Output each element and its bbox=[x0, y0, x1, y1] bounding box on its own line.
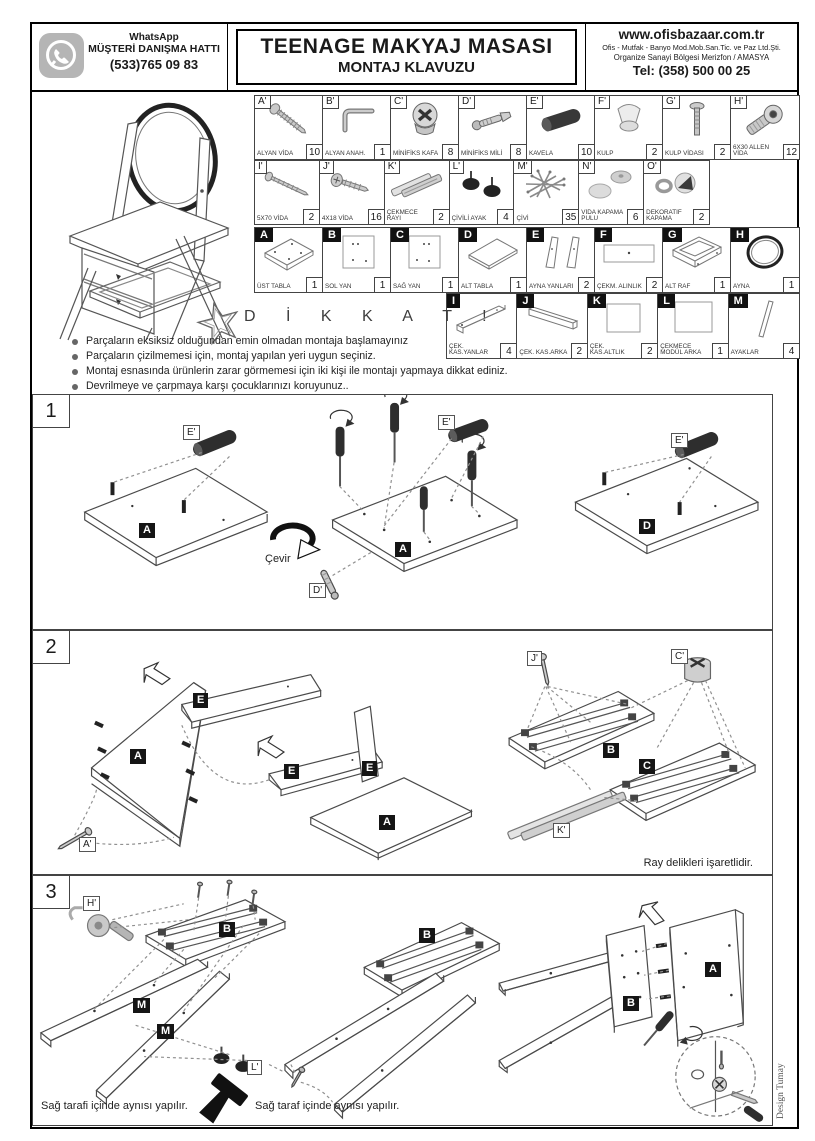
assembly-step-1 bbox=[32, 394, 773, 630]
part-qty: 1 bbox=[510, 277, 526, 292]
part-label-mirror-side: E bbox=[362, 761, 377, 776]
panel-code: I bbox=[447, 294, 460, 308]
part-code: G' bbox=[663, 96, 680, 109]
part-cell-alyan-anahtari bbox=[323, 96, 391, 159]
part-name: MİNİFİKS MİLİ bbox=[461, 150, 503, 158]
bullet-icon bbox=[72, 384, 78, 390]
part-label-bottom-board: D bbox=[639, 519, 655, 534]
part-cell-dekoratif-kapama bbox=[644, 161, 709, 224]
part-cell-vida-kapama-pulu bbox=[579, 161, 644, 224]
part-qty: 10 bbox=[306, 144, 322, 159]
part-cell-cekmece-modul-arka bbox=[658, 294, 728, 358]
part-cell-4x18-vida bbox=[320, 161, 385, 224]
part-qty: 10 bbox=[578, 144, 594, 159]
part-qty: 4 bbox=[783, 343, 799, 358]
part-name: ÇİVİ bbox=[516, 215, 529, 223]
panel-code: M bbox=[729, 294, 748, 308]
part-qty: 2 bbox=[641, 343, 657, 358]
part-cell-minifiks-kafa bbox=[391, 96, 459, 159]
part-qty: 8 bbox=[510, 144, 526, 159]
product-title: TEENAGE MAKYAJ MASASI bbox=[260, 35, 553, 58]
part-label-top-board: A bbox=[130, 749, 146, 764]
step3-caption-middle: Sağ taraf içinde aynısı yapılır. bbox=[255, 1100, 400, 1112]
part-code: K' bbox=[385, 161, 401, 174]
part-name: ÇEKMECE RAYI bbox=[386, 209, 418, 223]
part-cell-ayna bbox=[731, 228, 799, 292]
part-cell-cekmece-alinlik bbox=[595, 228, 663, 292]
part-qty: 1 bbox=[783, 277, 799, 292]
hardware-parts-row1 bbox=[254, 95, 800, 160]
warning-item: Parçaların eksiksiz olduğundan emin olmadan montaja başlamayınız bbox=[86, 335, 409, 347]
part-code: L' bbox=[450, 161, 464, 174]
panel-code: A bbox=[255, 228, 273, 242]
part-qty: 1 bbox=[714, 277, 730, 292]
part-qty: 2 bbox=[578, 277, 594, 292]
bullet-icon bbox=[72, 339, 78, 345]
part-cell-5x70-vida bbox=[255, 161, 320, 224]
part-name: 4X18 VİDA bbox=[321, 215, 354, 223]
rail-note: Ray delikleri işaretlidir. bbox=[643, 857, 753, 869]
part-label-kavela: E' bbox=[183, 425, 200, 440]
panel-code: H bbox=[731, 228, 749, 242]
part-cell-civili-ayak bbox=[450, 161, 515, 224]
part-qty: 1 bbox=[442, 277, 458, 292]
part-code: E' bbox=[527, 96, 543, 109]
part-cell-ayna-yanlari bbox=[527, 228, 595, 292]
part-qty: 2 bbox=[714, 144, 730, 159]
warning-item: Montaj esnasında ürünlerin zarar görmemesi için iki kişi ile montajı yapmaya dikkat ediniz. bbox=[86, 365, 508, 377]
part-label-kavela: E' bbox=[671, 433, 688, 448]
part-cell-alyan-vida bbox=[255, 96, 323, 159]
part-code: A' bbox=[255, 96, 271, 109]
manual-subtitle: MONTAJ KLAVUZU bbox=[338, 59, 475, 76]
hardware-parts-row2 bbox=[254, 160, 710, 225]
part-name: VİDA KAPAMA PULU bbox=[581, 209, 623, 223]
part-name: SAĞ YAN bbox=[393, 283, 421, 291]
warning-title: D İ K K A T ! bbox=[244, 308, 500, 325]
part-cell-ayaklar bbox=[729, 294, 799, 358]
part-qty: 1 bbox=[374, 144, 390, 159]
part-code: N' bbox=[579, 161, 595, 174]
part-qty: 16 bbox=[368, 209, 384, 224]
part-cell-kavela bbox=[527, 96, 595, 159]
part-label-alyan-vida: A' bbox=[79, 837, 96, 852]
part-code: H' bbox=[731, 96, 747, 109]
panel-code: E bbox=[527, 228, 544, 242]
whatsapp-block bbox=[32, 24, 228, 90]
part-cell-sag-yan bbox=[391, 228, 459, 292]
part-qty: 35 bbox=[562, 209, 578, 224]
part-name: KAVELA bbox=[529, 150, 554, 158]
part-label-minifix-bolt: D' bbox=[309, 583, 326, 598]
part-name: ALYAN VİDA bbox=[257, 150, 294, 158]
assembly-step-3 bbox=[32, 875, 773, 1126]
part-qty: 1 bbox=[374, 277, 390, 292]
part-name: ÇEK. KAS.ARKA bbox=[519, 349, 568, 357]
whatsapp-icon bbox=[39, 33, 84, 78]
part-code: C' bbox=[391, 96, 407, 109]
part-cell-sol-yan bbox=[323, 228, 391, 292]
part-qty: 4 bbox=[497, 209, 513, 224]
part-label-left-side: B bbox=[419, 928, 435, 943]
part-code: M' bbox=[514, 161, 531, 174]
hotline-label: MÜŞTERİ DANIŞMA HATTI bbox=[88, 43, 220, 55]
part-label-nail-foot: L' bbox=[247, 1060, 262, 1075]
part-cell-kulp bbox=[595, 96, 663, 159]
part-qty: 8 bbox=[442, 144, 458, 159]
part-label-4x18-vida: J' bbox=[527, 651, 542, 666]
part-name: SOL YAN bbox=[325, 283, 352, 291]
part-label-leg: M bbox=[157, 1024, 174, 1039]
panel-code: L bbox=[658, 294, 675, 308]
assembly-step-2 bbox=[32, 630, 773, 875]
part-code: D' bbox=[459, 96, 475, 109]
title-block bbox=[228, 24, 585, 90]
whatsapp-label: WhatsApp bbox=[129, 32, 179, 43]
part-cell-cekmece-rayi bbox=[385, 161, 450, 224]
part-cell-allen-vida bbox=[731, 96, 799, 159]
part-name: KULP bbox=[597, 150, 614, 158]
part-label-left-side: B bbox=[219, 922, 235, 937]
bullet-icon bbox=[72, 369, 78, 375]
part-label-top-board: A bbox=[395, 542, 411, 557]
part-name: ÜST TABLA bbox=[257, 283, 291, 291]
part-name: ALYAN ANAH. bbox=[325, 150, 366, 158]
part-qty: 2 bbox=[646, 277, 662, 292]
header bbox=[32, 24, 797, 92]
flip-label: Çevir bbox=[265, 553, 291, 565]
part-name: 6X30 ALLEN VİDA bbox=[733, 144, 770, 158]
part-qty: 4 bbox=[500, 343, 516, 358]
hotline-number: (533)765 09 83 bbox=[109, 57, 199, 72]
part-qty: 1 bbox=[712, 343, 728, 358]
part-name: 5X70 VİDA bbox=[257, 215, 289, 223]
company-line2: Organize Sanayi Bölgesi Merizfon / AMASYA bbox=[613, 53, 770, 62]
part-label-minifix-cam: C' bbox=[671, 649, 688, 664]
company-block bbox=[585, 24, 797, 90]
part-name: AYNA bbox=[733, 283, 750, 291]
part-name: ÇEKMECE MODÜL ARKA bbox=[660, 343, 702, 357]
part-code: J' bbox=[320, 161, 334, 174]
part-qty: 2 bbox=[571, 343, 587, 358]
panel-code: D bbox=[459, 228, 477, 242]
part-name: ALT TABLA bbox=[461, 283, 494, 291]
part-name: ÇEK. KAS.ALTLIK bbox=[589, 343, 625, 357]
part-name: DEKORATİF KAPAMA bbox=[646, 209, 682, 223]
panel-parts-row1 bbox=[254, 227, 800, 293]
panel-code: G bbox=[663, 228, 682, 242]
part-label-top-board: A bbox=[379, 815, 395, 830]
step3-caption-left: Sağ tarafi içinde aynısı yapılır. bbox=[41, 1100, 188, 1112]
step-number: 3 bbox=[33, 876, 70, 909]
company-phone: Tel: (358) 500 00 25 bbox=[632, 63, 751, 78]
part-code: F' bbox=[595, 96, 610, 109]
part-code: O' bbox=[644, 161, 661, 174]
part-name: ÇEKM. ALINLIK bbox=[597, 283, 642, 291]
part-cell-alt-raf bbox=[663, 228, 731, 292]
part-name: ÇEK. KAS.YANLAR bbox=[449, 343, 489, 357]
part-label-allen-bolt: H' bbox=[83, 896, 100, 911]
part-label-left-side: B bbox=[603, 743, 619, 758]
step-number: 2 bbox=[33, 631, 70, 664]
warning-list bbox=[70, 334, 630, 394]
part-label-mirror-side: E bbox=[284, 764, 299, 779]
part-cell-civi bbox=[514, 161, 579, 224]
part-label-rail: K' bbox=[553, 823, 570, 838]
part-name: KULP VİDASI bbox=[665, 150, 704, 158]
panel-code: B bbox=[323, 228, 341, 242]
part-name: MİNİFİKS KAFA bbox=[393, 150, 439, 158]
warning-item: Devrilmeye ve çarpmaya karşı çocuklarınızı koruyunuz.. bbox=[86, 380, 349, 392]
part-cell-kulp-vidasi bbox=[663, 96, 731, 159]
panel-code: C bbox=[391, 228, 409, 242]
part-qty: 2 bbox=[303, 209, 319, 224]
part-qty: 2 bbox=[433, 209, 449, 224]
part-label-top-board: A bbox=[139, 523, 155, 538]
part-qty: 2 bbox=[693, 209, 709, 224]
part-name: AYNA YANLARI bbox=[529, 283, 574, 291]
part-label-top-board: A bbox=[705, 962, 721, 977]
bullet-icon bbox=[72, 354, 78, 360]
part-qty: 12 bbox=[783, 144, 799, 159]
part-cell-alt-tabla bbox=[459, 228, 527, 292]
part-name: AYAKLAR bbox=[730, 349, 759, 357]
panel-code: K bbox=[588, 294, 606, 308]
part-qty: 1 bbox=[306, 277, 322, 292]
part-name: ALT RAF bbox=[665, 283, 691, 291]
part-code: I' bbox=[255, 161, 267, 174]
part-cell-ust-tabla bbox=[255, 228, 323, 292]
part-cell-minifiks-mili bbox=[459, 96, 527, 159]
company-line1: Ofis - Mutfak - Banyo Mod.Mob.San.Tic. ve Paz Ltd.Şti. bbox=[602, 43, 781, 52]
part-code: B' bbox=[323, 96, 339, 109]
part-label-leg: M bbox=[133, 998, 150, 1013]
part-qty: 2 bbox=[646, 144, 662, 159]
part-label-left-side: B bbox=[623, 996, 639, 1011]
panel-code: J bbox=[517, 294, 533, 308]
step-number: 1 bbox=[33, 395, 70, 428]
designer-credit: Design Tumay bbox=[776, 1063, 786, 1119]
page-border bbox=[30, 22, 799, 1129]
part-label-right-side: C bbox=[639, 759, 655, 774]
part-label-mirror-side: E bbox=[193, 693, 208, 708]
warning-item: Parçaların çizilmemesi için, montaj yapılan yeri uygun seçiniz. bbox=[86, 350, 376, 362]
panel-code: F bbox=[595, 228, 612, 242]
part-name: ÇİVİLİ AYAK bbox=[451, 215, 487, 223]
part-label-kavela: E' bbox=[438, 415, 455, 430]
part-qty: 6 bbox=[627, 209, 643, 224]
company-website: www.ofisbazaar.com.tr bbox=[618, 27, 765, 42]
